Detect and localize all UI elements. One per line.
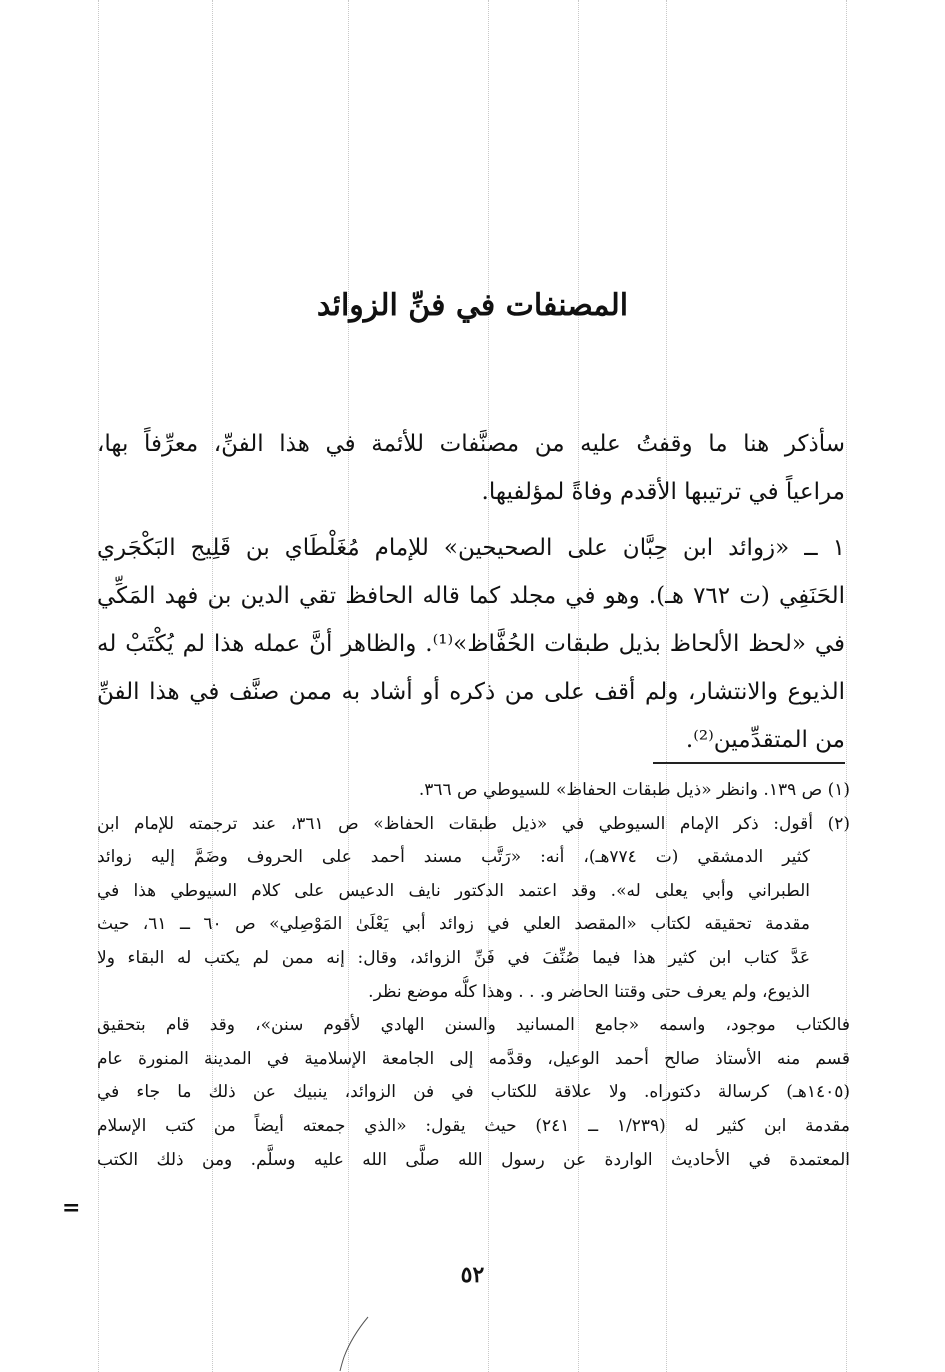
- footnote-2-continuation-line: فالكتاب موجود، واسمه «جامع المسانيد والسنن الهادي لأقوم سنن»، وقد قام بتحقيق: [97, 1015, 850, 1036]
- intro-paragraph: [97, 420, 845, 516]
- footnote-2-continuation-line: قسم منه الأستاذ صالح أحمد الوعيل، وقدَّمه إلى الجامعة الإسلامية في المدينة المنورة عام: [97, 1048, 850, 1069]
- stray-pen-mark: [330, 1315, 370, 1372]
- text-line: في «لحظ الألحاظ بذيل طبقات الحُفَّاظ»⁽¹⁾. والظاهر أنَّ عمله هذا لم يُكْتَبْ له: [97, 631, 845, 657]
- footnote-2-line: (٢) أقول: ذكر الإمام السيوطي في «ذيل طبقات الحفاظ» ص ٣٦١، عند ترجمته للإمام ابن: [97, 813, 850, 834]
- text-line: الذيوع والانتشار، ولم أقف على من ذكره أو أشاد به ممن صنَّف في هذا الفنِّ: [97, 679, 845, 705]
- entry-1-paragraph: [97, 524, 845, 764]
- text-line: الحَنَفِي (ت ٧٦٢ هـ). وهو في مجلد كما قاله الحافظ تقي الدين بن فهد المَكِّي: [97, 583, 845, 609]
- footnote-2-line: عَدَّ كتاب ابن كثير هذا فيما صُنِّفَ في فَنِّ الزوائد، وقال: إنه ممن لم يكتب له البقاء ولا: [97, 947, 810, 968]
- text-line: من المتقدِّمين⁽²⁾.: [685, 727, 845, 753]
- footnote-2-line: الطبراني وأبي يعلى له». وقد اعتمد الدكتور نايف الدعيس على كلام السيوطي هذا في: [97, 880, 810, 901]
- footnote-2-line: كثير الدمشقي (ت ٧٧٤هـ)، أنه: «رَتَّب مسند أحمد على الحروف وضَمَّ إليه زوائد: [97, 847, 810, 868]
- footnote-1: (١) ص ١٣٩. وانظر «ذيل طبقات الحفاظ» للسيوطي ص ٣٦٦.: [418, 780, 850, 800]
- text-line: ١ ــ «زوائد ابن حِبَّان على الصحيحين» للإمام مُغَلْطَاي بن قَلِيج البَكْجَري: [97, 535, 845, 561]
- page-number: ٥٢: [460, 1262, 485, 1288]
- footnote-2-line: الذيوع، ولم يعرف حتى وقتنا الحاضر و. . . وهذا كلُّه موضع نظر.: [368, 981, 810, 1002]
- footnote-separator: [653, 762, 845, 764]
- footnotes: [97, 774, 850, 1177]
- footnote-2-continuation-line: (١٤٠٥هـ) كرسالة دكتوراه. ولا علاقة للكتاب في فن الزوائد، ينبيك عن ذلك ما جاء في: [97, 1082, 850, 1103]
- footnote-2-line: مقدمة تحقيقه لكتاب «المقصد العلي في زوائد أبي يَعْلَىٰ المَوْصِلي» ص ٦٠ ــ ٦١، حيث: [97, 914, 810, 935]
- continuation-mark: =: [62, 1195, 81, 1221]
- footnote-2-continuation-line: المعتمدة في الأحاديث الواردة عن رسول الله صلَّى الله عليه وسلَّم. ومن ذلك الكتب: [97, 1149, 850, 1170]
- page-title: المصنفات في فنِّ الزوائد: [316, 288, 629, 323]
- footnote-2-continuation-line: مقدمة ابن كثير له (١/٢٣٩ ــ ٢٤١) حيث يقول: «الذي جمعته أيضاً من كتب الإسلام: [97, 1115, 850, 1136]
- text-line: مراعياً في ترتيبها الأقدم وفاةً لمؤلفيها.: [481, 479, 845, 505]
- text-line: سأذكر هنا ما وقفتُ عليه من مصنَّفات للأئمة في هذا الفنِّ، معرِّفاً بها،: [97, 431, 845, 457]
